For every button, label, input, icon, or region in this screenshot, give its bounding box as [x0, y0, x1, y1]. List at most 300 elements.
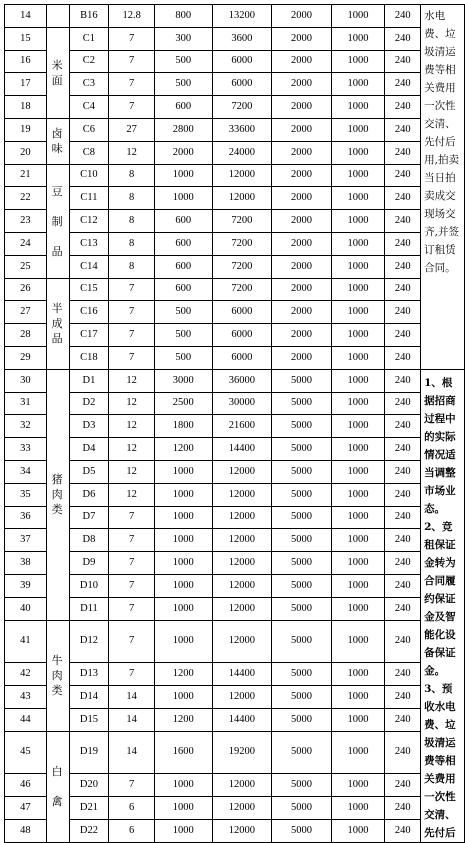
table-row	[5, 27, 465, 50]
table-row	[5, 529, 465, 552]
value-cell: 7	[109, 27, 155, 50]
table-row	[5, 255, 465, 278]
row-number-cell: 16	[5, 50, 47, 73]
value-cell: 27	[109, 118, 155, 141]
value-cell: 12	[109, 141, 155, 164]
value-cell: 2000	[272, 187, 332, 210]
value-cell: 2000	[155, 141, 213, 164]
value-cell: 240	[385, 620, 421, 663]
stall-code-cell: C11	[69, 187, 109, 210]
row-number-cell: 22	[5, 187, 47, 210]
value-cell: 8	[109, 232, 155, 255]
value-cell: 12000	[212, 574, 272, 597]
stall-code-cell: D12	[69, 620, 109, 663]
stall-code-cell: C4	[69, 96, 109, 119]
value-cell: 6000	[212, 50, 272, 73]
stall-code-cell: D6	[69, 483, 109, 506]
value-cell: 1000	[331, 483, 385, 506]
value-cell: 240	[385, 819, 421, 842]
value-cell: 1800	[155, 415, 213, 438]
value-cell: 5000	[272, 438, 332, 461]
value-cell: 240	[385, 438, 421, 461]
value-cell: 12000	[212, 529, 272, 552]
value-cell: 33600	[212, 118, 272, 141]
row-number-cell: 40	[5, 597, 47, 620]
value-cell: 1000	[331, 346, 385, 369]
table-row	[5, 96, 465, 119]
value-cell: 240	[385, 460, 421, 483]
stall-code-cell: C18	[69, 346, 109, 369]
table-row	[5, 164, 465, 187]
category-cell: 米 面	[46, 27, 69, 118]
row-number-cell: 29	[5, 346, 47, 369]
stall-code-cell: D2	[69, 392, 109, 415]
value-cell: 1000	[331, 392, 385, 415]
remarks-cell: 1、根据招商过程中的实际情况适当调整市场业态。 2、竞租保证金转为合同履约保证金及智能化设备保证金。 3、预收水电费、垃圾清运费等相关费用一次性交清、先付后	[421, 369, 465, 842]
value-cell: 300	[155, 27, 213, 50]
value-cell: 1000	[331, 574, 385, 597]
value-cell: 5000	[272, 597, 332, 620]
row-number-cell: 36	[5, 506, 47, 529]
value-cell: 14	[109, 708, 155, 731]
table-row	[5, 415, 465, 438]
row-number-cell: 39	[5, 574, 47, 597]
value-cell: 12	[109, 438, 155, 461]
value-cell: 240	[385, 96, 421, 119]
value-cell: 5000	[272, 483, 332, 506]
value-cell: 1000	[331, 819, 385, 842]
value-cell: 240	[385, 774, 421, 797]
value-cell: 240	[385, 210, 421, 233]
category-cell: 白 禽	[46, 731, 69, 842]
table-row	[5, 73, 465, 96]
value-cell: 12000	[212, 552, 272, 575]
stall-code-cell: D19	[69, 731, 109, 774]
value-cell: 19200	[212, 731, 272, 774]
value-cell: 5000	[272, 506, 332, 529]
value-cell: 8	[109, 255, 155, 278]
value-cell: 240	[385, 278, 421, 301]
value-cell: 14	[109, 686, 155, 709]
value-cell: 240	[385, 731, 421, 774]
row-number-cell: 27	[5, 301, 47, 324]
value-cell: 1000	[155, 187, 213, 210]
value-cell: 500	[155, 50, 213, 73]
value-cell: 13200	[212, 5, 272, 28]
row-number-cell: 14	[5, 5, 47, 28]
category-cell: 猪 肉 类	[46, 369, 69, 620]
stall-code-cell: C17	[69, 324, 109, 347]
row-number-cell: 44	[5, 708, 47, 731]
value-cell: 1000	[155, 506, 213, 529]
stall-code-cell: D9	[69, 552, 109, 575]
value-cell: 1200	[155, 663, 213, 686]
value-cell: 12000	[212, 506, 272, 529]
table-row	[5, 686, 465, 709]
value-cell: 6	[109, 819, 155, 842]
value-cell: 6	[109, 797, 155, 820]
value-cell: 2000	[272, 73, 332, 96]
row-number-cell: 23	[5, 210, 47, 233]
value-cell: 7	[109, 73, 155, 96]
value-cell: 5000	[272, 552, 332, 575]
value-cell: 1000	[331, 552, 385, 575]
stall-code-cell: B16	[69, 5, 109, 28]
value-cell: 5000	[272, 686, 332, 709]
value-cell: 5000	[272, 819, 332, 842]
value-cell: 14400	[212, 663, 272, 686]
value-cell: 1000	[331, 232, 385, 255]
value-cell: 240	[385, 574, 421, 597]
row-number-cell: 25	[5, 255, 47, 278]
value-cell: 240	[385, 232, 421, 255]
value-cell: 1000	[331, 301, 385, 324]
value-cell: 3600	[212, 27, 272, 50]
table-row	[5, 731, 465, 774]
value-cell: 1000	[155, 797, 213, 820]
table-row	[5, 708, 465, 731]
value-cell: 1000	[331, 663, 385, 686]
value-cell: 24000	[212, 141, 272, 164]
row-number-cell: 26	[5, 278, 47, 301]
value-cell: 500	[155, 346, 213, 369]
value-cell: 7	[109, 96, 155, 119]
value-cell: 2800	[155, 118, 213, 141]
stall-code-cell: D22	[69, 819, 109, 842]
value-cell: 2000	[272, 50, 332, 73]
value-cell: 600	[155, 255, 213, 278]
stall-code-cell: D5	[69, 460, 109, 483]
table-row	[5, 506, 465, 529]
value-cell: 1000	[331, 438, 385, 461]
stall-code-cell: C10	[69, 164, 109, 187]
table-row	[5, 438, 465, 461]
value-cell: 1200	[155, 438, 213, 461]
value-cell: 2000	[272, 118, 332, 141]
value-cell: 14400	[212, 438, 272, 461]
value-cell: 12000	[212, 460, 272, 483]
value-cell: 600	[155, 210, 213, 233]
value-cell: 1000	[331, 369, 385, 392]
value-cell: 1000	[155, 529, 213, 552]
value-cell: 2500	[155, 392, 213, 415]
value-cell: 240	[385, 529, 421, 552]
value-cell: 5000	[272, 392, 332, 415]
value-cell: 30000	[212, 392, 272, 415]
value-cell: 12.8	[109, 5, 155, 28]
value-cell: 7	[109, 574, 155, 597]
value-cell: 7	[109, 278, 155, 301]
value-cell: 1000	[155, 574, 213, 597]
value-cell: 7	[109, 50, 155, 73]
value-cell: 12000	[212, 164, 272, 187]
value-cell: 1000	[155, 819, 213, 842]
stall-code-cell: D8	[69, 529, 109, 552]
table-row	[5, 663, 465, 686]
value-cell: 5000	[272, 731, 332, 774]
category-cell: 豆 制 品	[46, 164, 69, 278]
value-cell: 6000	[212, 346, 272, 369]
row-number-cell: 21	[5, 164, 47, 187]
value-cell: 12000	[212, 686, 272, 709]
row-number-cell: 41	[5, 620, 47, 663]
stall-code-cell: D7	[69, 506, 109, 529]
value-cell: 7	[109, 301, 155, 324]
value-cell: 1000	[331, 27, 385, 50]
value-cell: 7	[109, 597, 155, 620]
table-row	[5, 574, 465, 597]
stall-code-cell: C3	[69, 73, 109, 96]
stall-code-cell: D11	[69, 597, 109, 620]
stall-code-cell: C1	[69, 27, 109, 50]
row-number-cell: 35	[5, 483, 47, 506]
value-cell: 7	[109, 663, 155, 686]
row-number-cell: 19	[5, 118, 47, 141]
value-cell: 1000	[331, 210, 385, 233]
value-cell: 2000	[272, 164, 332, 187]
value-cell: 12	[109, 483, 155, 506]
value-cell: 240	[385, 392, 421, 415]
value-cell: 240	[385, 708, 421, 731]
value-cell: 1600	[155, 731, 213, 774]
value-cell: 1000	[331, 278, 385, 301]
value-cell: 240	[385, 483, 421, 506]
value-cell: 240	[385, 506, 421, 529]
value-cell: 12000	[212, 483, 272, 506]
value-cell: 1000	[331, 118, 385, 141]
table-row	[5, 232, 465, 255]
value-cell: 240	[385, 301, 421, 324]
value-cell: 1000	[155, 552, 213, 575]
value-cell: 1000	[331, 73, 385, 96]
value-cell: 6000	[212, 301, 272, 324]
table-body	[5, 5, 465, 843]
table-row	[5, 141, 465, 164]
stall-code-cell: D14	[69, 686, 109, 709]
stall-code-cell: C8	[69, 141, 109, 164]
row-number-cell: 28	[5, 324, 47, 347]
value-cell: 12	[109, 369, 155, 392]
table-row	[5, 187, 465, 210]
value-cell: 2000	[272, 278, 332, 301]
row-number-cell: 20	[5, 141, 47, 164]
value-cell: 7200	[212, 232, 272, 255]
value-cell: 1000	[155, 774, 213, 797]
value-cell: 240	[385, 50, 421, 73]
table-row	[5, 50, 465, 73]
table-row	[5, 369, 465, 392]
value-cell: 7200	[212, 96, 272, 119]
value-cell: 7	[109, 529, 155, 552]
value-cell: 2000	[272, 27, 332, 50]
value-cell: 12	[109, 415, 155, 438]
row-number-cell: 15	[5, 27, 47, 50]
value-cell: 5000	[272, 574, 332, 597]
value-cell: 1000	[331, 797, 385, 820]
value-cell: 7	[109, 324, 155, 347]
category-cell	[46, 5, 69, 28]
value-cell: 12000	[212, 774, 272, 797]
value-cell: 5000	[272, 369, 332, 392]
value-cell: 1000	[331, 50, 385, 73]
value-cell: 240	[385, 187, 421, 210]
row-number-cell: 30	[5, 369, 47, 392]
value-cell: 1000	[331, 141, 385, 164]
value-cell: 2000	[272, 141, 332, 164]
value-cell: 1000	[331, 774, 385, 797]
stall-code-cell: C14	[69, 255, 109, 278]
value-cell: 240	[385, 324, 421, 347]
value-cell: 1000	[331, 529, 385, 552]
value-cell: 8	[109, 187, 155, 210]
remarks-cell: 水电费、垃圾清运费等相关费用一次性交清、先付后用,拍卖当日拍卖成交现场交齐,并签订租赁合同。	[421, 5, 465, 370]
value-cell: 12	[109, 392, 155, 415]
value-cell: 500	[155, 301, 213, 324]
value-cell: 240	[385, 73, 421, 96]
row-number-cell: 45	[5, 731, 47, 774]
row-number-cell: 42	[5, 663, 47, 686]
category-cell: 半 成 品	[46, 278, 69, 369]
value-cell: 7200	[212, 255, 272, 278]
value-cell: 1000	[331, 597, 385, 620]
table-row	[5, 797, 465, 820]
value-cell: 1000	[155, 460, 213, 483]
stall-code-cell: D1	[69, 369, 109, 392]
value-cell: 7	[109, 346, 155, 369]
value-cell: 1000	[155, 597, 213, 620]
value-cell: 7	[109, 774, 155, 797]
stall-code-cell: C6	[69, 118, 109, 141]
rental-fee-table	[4, 4, 465, 843]
table-row	[5, 552, 465, 575]
value-cell: 240	[385, 369, 421, 392]
value-cell: 5000	[272, 797, 332, 820]
value-cell: 800	[155, 5, 213, 28]
table-row	[5, 324, 465, 347]
value-cell: 12000	[212, 620, 272, 663]
row-number-cell: 18	[5, 96, 47, 119]
table-row	[5, 210, 465, 233]
value-cell: 3000	[155, 369, 213, 392]
value-cell: 6000	[212, 73, 272, 96]
row-number-cell: 46	[5, 774, 47, 797]
value-cell: 1000	[331, 620, 385, 663]
value-cell: 12	[109, 460, 155, 483]
value-cell: 5000	[272, 708, 332, 731]
value-cell: 240	[385, 552, 421, 575]
value-cell: 240	[385, 118, 421, 141]
value-cell: 1000	[155, 483, 213, 506]
stall-code-cell: D3	[69, 415, 109, 438]
value-cell: 2000	[272, 96, 332, 119]
stall-code-cell: D13	[69, 663, 109, 686]
stall-code-cell: D21	[69, 797, 109, 820]
value-cell: 240	[385, 346, 421, 369]
table-row	[5, 819, 465, 842]
value-cell: 14	[109, 731, 155, 774]
value-cell: 12000	[212, 797, 272, 820]
value-cell: 1000	[331, 708, 385, 731]
value-cell: 5000	[272, 774, 332, 797]
value-cell: 600	[155, 232, 213, 255]
value-cell: 7	[109, 506, 155, 529]
stall-code-cell: D15	[69, 708, 109, 731]
value-cell: 2000	[272, 232, 332, 255]
value-cell: 1000	[155, 686, 213, 709]
value-cell: 7200	[212, 278, 272, 301]
table-row	[5, 460, 465, 483]
value-cell: 14400	[212, 708, 272, 731]
category-cell: 牛 肉 类	[46, 620, 69, 731]
value-cell: 1000	[331, 187, 385, 210]
stall-code-cell: C15	[69, 278, 109, 301]
value-cell: 1000	[331, 324, 385, 347]
value-cell: 7200	[212, 210, 272, 233]
value-cell: 6000	[212, 324, 272, 347]
row-number-cell: 31	[5, 392, 47, 415]
table-row	[5, 483, 465, 506]
value-cell: 240	[385, 27, 421, 50]
row-number-cell: 24	[5, 232, 47, 255]
table-row	[5, 392, 465, 415]
value-cell: 7	[109, 552, 155, 575]
row-number-cell: 38	[5, 552, 47, 575]
stall-code-cell: D10	[69, 574, 109, 597]
value-cell: 1000	[331, 96, 385, 119]
table-row	[5, 346, 465, 369]
value-cell: 1000	[331, 506, 385, 529]
row-number-cell: 32	[5, 415, 47, 438]
value-cell: 1000	[331, 255, 385, 278]
value-cell: 1000	[155, 164, 213, 187]
table-row	[5, 301, 465, 324]
value-cell: 1000	[331, 164, 385, 187]
value-cell: 2000	[272, 5, 332, 28]
table-row	[5, 278, 465, 301]
value-cell: 240	[385, 686, 421, 709]
value-cell: 36000	[212, 369, 272, 392]
value-cell: 5000	[272, 529, 332, 552]
value-cell: 1000	[331, 731, 385, 774]
value-cell: 21600	[212, 415, 272, 438]
value-cell: 1000	[331, 460, 385, 483]
value-cell: 12000	[212, 597, 272, 620]
row-number-cell: 17	[5, 73, 47, 96]
value-cell: 240	[385, 141, 421, 164]
value-cell: 2000	[272, 324, 332, 347]
value-cell: 240	[385, 597, 421, 620]
row-number-cell: 43	[5, 686, 47, 709]
stall-code-cell: C16	[69, 301, 109, 324]
value-cell: 5000	[272, 460, 332, 483]
row-number-cell: 33	[5, 438, 47, 461]
value-cell: 7	[109, 620, 155, 663]
stall-code-cell: D20	[69, 774, 109, 797]
value-cell: 240	[385, 255, 421, 278]
value-cell: 240	[385, 415, 421, 438]
value-cell: 5000	[272, 620, 332, 663]
value-cell: 2000	[272, 301, 332, 324]
row-number-cell: 48	[5, 819, 47, 842]
table-row	[5, 774, 465, 797]
row-number-cell: 37	[5, 529, 47, 552]
value-cell: 1200	[155, 708, 213, 731]
stall-code-cell: C13	[69, 232, 109, 255]
value-cell: 2000	[272, 255, 332, 278]
value-cell: 5000	[272, 663, 332, 686]
value-cell: 2000	[272, 346, 332, 369]
table-row	[5, 118, 465, 141]
